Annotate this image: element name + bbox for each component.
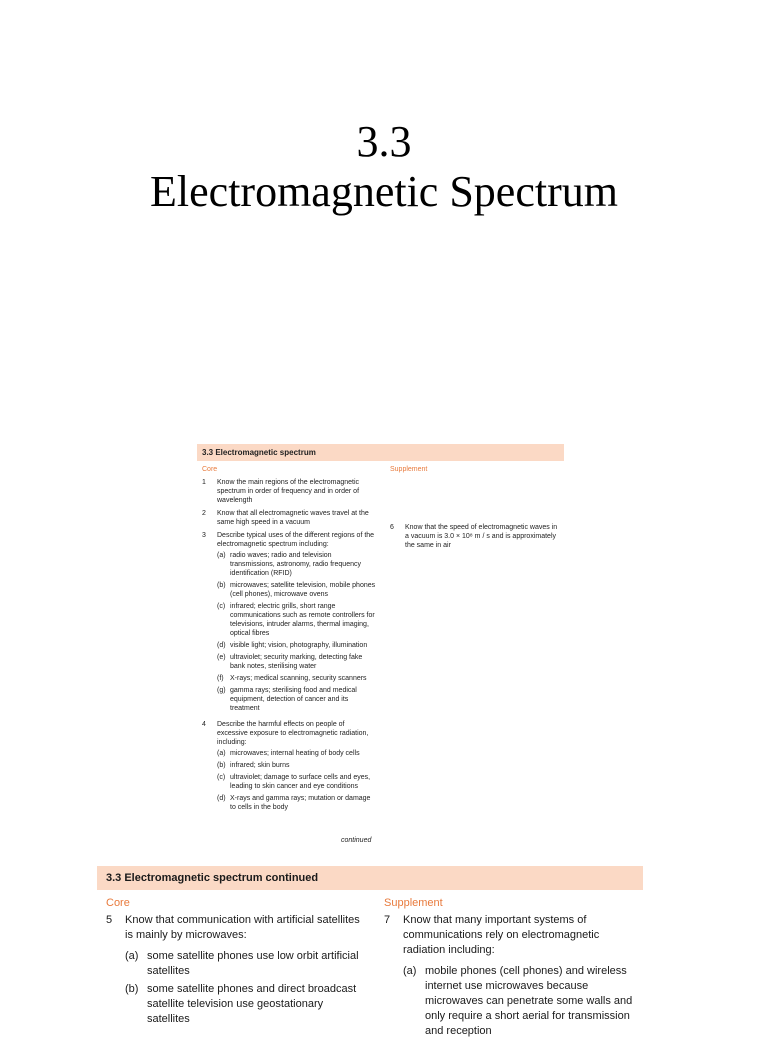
sub-item bbox=[217, 653, 377, 671]
sub-item bbox=[217, 641, 377, 650]
sub-text: ultraviolet; damage to surface cells and eyes, leading to skin cancer and eye conditions bbox=[230, 774, 371, 790]
supplement-label: Supplement bbox=[390, 466, 428, 473]
item-number: 6 bbox=[390, 524, 394, 531]
sub-letter: (a) bbox=[217, 552, 226, 559]
core-list bbox=[202, 478, 377, 815]
sub-item bbox=[217, 686, 377, 713]
supplement-column bbox=[390, 465, 560, 554]
sub-item bbox=[217, 602, 377, 638]
continued-label: continued bbox=[341, 837, 372, 844]
item-body bbox=[217, 531, 377, 716]
sub-list bbox=[106, 949, 366, 1027]
sub-letter: (f) bbox=[217, 675, 224, 682]
core-label: Core bbox=[106, 897, 130, 909]
syllabus-page-continued bbox=[97, 866, 643, 1037]
core-label: Core bbox=[202, 466, 218, 473]
sub-letter: (e) bbox=[217, 654, 226, 661]
sub-letter: (b) bbox=[217, 582, 226, 589]
item-text: Know that many important systems of communications rely on electromagnetic radiation including: bbox=[403, 914, 600, 956]
sub-letter: (d) bbox=[217, 795, 226, 802]
item-number: 5 bbox=[106, 914, 113, 926]
sub-item bbox=[217, 773, 377, 791]
item-text: Know that the speed of electromagnetic waves in a vacuum is 3.0 × 10⁸ m / s and is approximately the same in air bbox=[405, 524, 558, 549]
slide-number: 3.3 bbox=[356, 117, 412, 166]
item-number: 3 bbox=[202, 532, 206, 539]
sub-item bbox=[217, 749, 377, 758]
sub-letter: (d) bbox=[217, 642, 226, 649]
sub-letter: (b) bbox=[217, 762, 226, 769]
sub-text: X-rays and gamma rays; mutation or damage to cells in the body bbox=[230, 795, 371, 811]
supplement-column-continued bbox=[384, 896, 639, 1042]
item-body bbox=[217, 478, 377, 505]
sub-text: radio waves; radio and television transmissions, astronomy, radio frequency identification (RFID) bbox=[230, 552, 361, 577]
sub-letter: (a) bbox=[217, 750, 226, 757]
item-number: 4 bbox=[202, 721, 206, 728]
sub-text: microwaves; internal heating of body cells bbox=[230, 750, 360, 757]
sub-item bbox=[217, 761, 377, 770]
item-text: Describe typical uses of the different regions of the electromagnetic spectrum including: bbox=[217, 532, 375, 548]
sub-text: visible light; vision, photography, illumination bbox=[230, 642, 368, 649]
core-column-continued bbox=[106, 896, 366, 1030]
item-body bbox=[217, 509, 377, 527]
sub-item bbox=[217, 551, 377, 578]
item-text: Describe the harmful effects on people of excessive exposure to electromagnetic radiation, including: bbox=[217, 721, 369, 746]
item-text: Know the main regions of the electromagnetic spectrum in order of frequency and in order of wavelength bbox=[217, 479, 360, 504]
list-item bbox=[202, 509, 377, 527]
item-number: 7 bbox=[384, 914, 391, 926]
syllabus-page-image bbox=[197, 440, 580, 850]
sub-letter: (a) bbox=[125, 950, 139, 962]
item-text: Know that communication with artificial satellites is mainly by microwaves: bbox=[125, 914, 360, 941]
sub-item bbox=[217, 674, 377, 683]
list-item bbox=[202, 531, 377, 716]
sub-text: microwaves; satellite television, mobile phones (cell phones), microwave ovens bbox=[230, 582, 376, 598]
item-number: 1 bbox=[202, 479, 206, 486]
item-body bbox=[217, 720, 377, 815]
supplement-list bbox=[390, 523, 560, 550]
sub-text: mobile phones (cell phones) and wireless internet use microwaves because microwaves can penetrate some walls and only require a short aerial for transmission and reception bbox=[425, 965, 633, 1037]
sub-list bbox=[384, 964, 639, 1039]
slide-title: Electromagnetic Spectrum bbox=[150, 167, 618, 216]
list-item bbox=[202, 478, 377, 505]
item-number: 2 bbox=[202, 510, 206, 517]
sub-text: some satellite phones use low orbit artificial satellites bbox=[147, 950, 359, 977]
list-item bbox=[384, 913, 639, 958]
item-text: Know that all electromagnetic waves travel at the same high speed in a vacuum bbox=[217, 510, 369, 526]
sub-text: infrared; electric grills, short range communications such as remote controllers for televisions, intruder alarms, thermal imaging, optical fibres bbox=[230, 603, 375, 637]
list-item bbox=[202, 720, 377, 815]
sub-letter: (c) bbox=[217, 774, 226, 781]
sub-text: ultraviolet; security marking, detecting fake bank notes, sterilising water bbox=[230, 654, 363, 670]
sub-text: gamma rays; sterilising food and medical equipment, detection of cancer and its treatment bbox=[230, 687, 357, 712]
sub-item bbox=[125, 949, 366, 979]
supplement-label: Supplement bbox=[384, 897, 443, 909]
sub-item bbox=[217, 794, 377, 812]
sub-letter: (b) bbox=[125, 983, 139, 995]
sub-letter: (a) bbox=[403, 965, 417, 977]
section-header: 3.3 Electromagnetic spectrum bbox=[197, 444, 564, 461]
sub-item bbox=[217, 581, 377, 599]
section-header-continued: 3.3 Electromagnetic spectrum continued bbox=[97, 866, 643, 890]
sub-letter: (g) bbox=[217, 687, 226, 694]
sub-item bbox=[125, 982, 366, 1027]
list-item bbox=[106, 913, 366, 943]
list-item bbox=[390, 523, 560, 550]
sub-text: X-rays; medical scanning, security scanners bbox=[230, 675, 367, 682]
sub-text: some satellite phones and direct broadcast satellite television use geostationary satellites bbox=[147, 983, 357, 1025]
sub-text: infrared; skin burns bbox=[230, 762, 290, 769]
sub-item bbox=[403, 964, 639, 1039]
core-column bbox=[202, 465, 377, 819]
sub-letter: (c) bbox=[217, 603, 226, 610]
